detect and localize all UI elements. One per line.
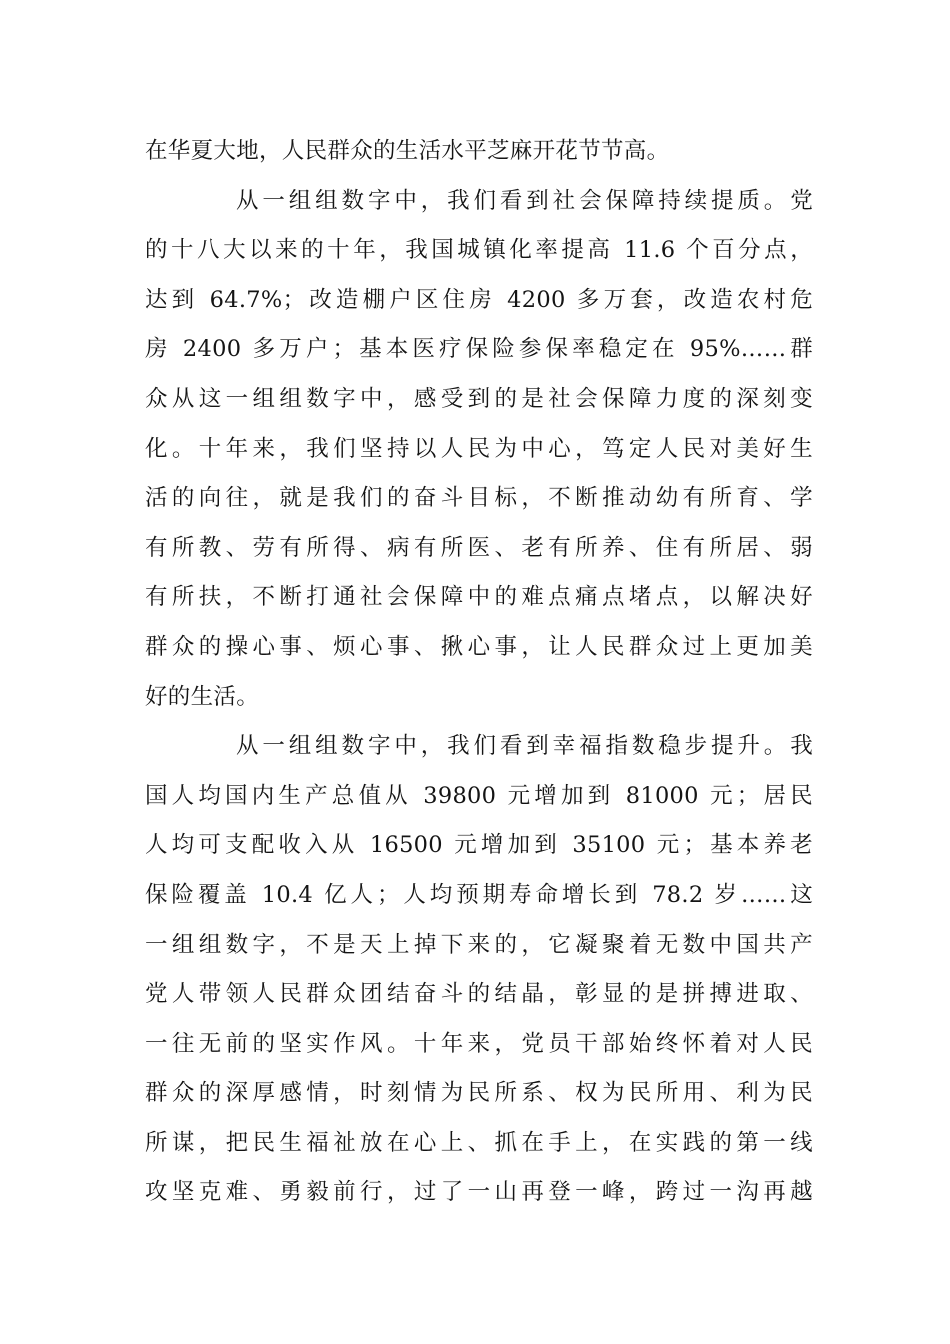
text-line: 活的向往，就是我们的奋斗目标，不断推动幼有所育、学: [145, 485, 813, 512]
document-body: [145, 127, 813, 1218]
text-line: 党人带领人民群众团结奋斗的结晶，彰显的是拼搏进取、: [145, 981, 813, 1008]
text-line: 众从这一组组数字中，感受到的是社会保障力度的深刻变: [145, 385, 813, 412]
paragraph-last-line: 好的生活。: [145, 683, 260, 710]
text-line: 有所教、劳有所得、病有所医、老有所养、住有所居、弱: [145, 534, 813, 561]
paragraph-first-line: 从一组组数字中，我们看到社会保障持续提质。党: [236, 187, 813, 214]
text-line: 群众的深厚感情，时刻情为民所系、权为民所用、利为民: [145, 1080, 813, 1107]
text-line: 一往无前的坚实作风。十年来，党员干部始终怀着对人民: [145, 1030, 813, 1057]
text-line: 化。十年来，我们坚持以人民为中心，笃定人民对美好生: [145, 435, 813, 462]
paragraph-first-line: 从一组组数字中，我们看到幸福指数稳步提升。我: [236, 733, 813, 760]
text-line: 的十八大以来的十年，我国城镇化率提高 11.6 个百分点，: [145, 237, 813, 264]
text-line: 人均可支配收入从 16500 元增加到 35100 元；基本养老: [145, 832, 813, 859]
text-line: 有所扶，不断打通社会保障中的难点痛点堵点，以解决好: [145, 584, 813, 611]
text-line: 所谋，把民生福祉放在心上、抓在手上，在实践的第一线: [145, 1129, 813, 1156]
text-line: 房 2400 多万户；基本医疗保险参保率稳定在 95%……群: [145, 336, 813, 363]
text-line: 攻坚克难、勇毅前行，过了一山再登一峰，跨过一沟再越: [145, 1179, 813, 1206]
text-line: 在华夏大地，人民群众的生活水平芝麻开花节节高。: [145, 138, 670, 164]
text-line: 一组组数字，不是天上掉下来的，它凝聚着无数中国共产: [145, 931, 813, 958]
text-line: 国人均国内生产总值从 39800 元增加到 81000 元；居民: [145, 782, 813, 809]
text-line: 保险覆盖 10.4 亿人；人均预期寿命增长到 78.2 岁……这: [145, 881, 813, 908]
text-line: 群众的操心事、烦心事、揪心事，让人民群众过上更加美: [145, 633, 813, 660]
text-line: 达到 64.7%；改造棚户区住房 4200 多万套，改造农村危: [145, 286, 813, 313]
